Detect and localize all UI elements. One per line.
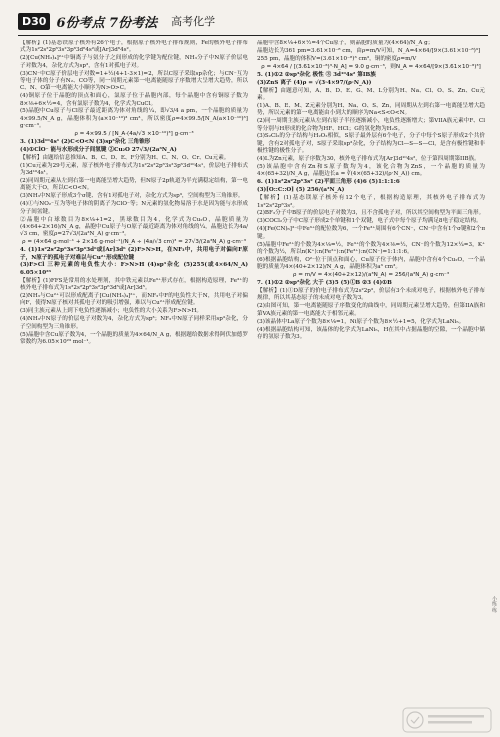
answer-line: (3)F>Cl 三种元素的电负性大小：F>N>H (4)sp³杂化 (5)255(或4×64/N_A) 6.05×10²³	[20, 262, 248, 276]
answer-line: 7. (1)①2 ②sp²杂化 大于 (3)5 (5)①B ②3 (4)①B	[257, 280, 392, 287]
answer-line: (4)①ClO⁻ 能与水形成分子间氢键 ②Cu₂O 27√3/(2a³N_A)	[20, 146, 177, 153]
explanation-paragraph: (4)铜原子位于晶胞的顶点和面心，氯原子位于晶胞内部，每个晶胞中含有铜原子数为8×⅛+6×½=4，含有氯原子数为4，化学式为CuCl。	[20, 93, 248, 107]
explanation-paragraph: 【解析】由题给信息推知A、B、C、D、E、F分别为H、C、N、O、Cr、Cu元素。	[20, 154, 230, 161]
explanation-paragraph: (4)NH₃中N原子的价层电子对数为4，杂化方式为sp³；NF₃中N原子同样采用sp³杂化，分子空间构型为三角锥形。	[20, 316, 248, 330]
explanation-paragraph: (2)[Cu(NH₃)₄]²⁺中铜离子与氨分子之间形成的化学键为配位键，NH₃分子中N原子价层电子对数为4，杂化方式为sp³，含有1对孤电子对。	[20, 55, 248, 69]
explanation-paragraph: (5)晶胞中Cu原子与Cl原子最近距离为体对角线的¼，即√3/4 a pm，一个晶胞的质量为4×99.5/N_A g，晶胞体积为(a×10⁻¹⁰)³ cm³，所以密度ρ=4×99.5/[N_A(a×10⁻¹⁰)³] g·cm⁻³。	[20, 108, 248, 130]
explanation-paragraph: (3)S₂Cl₂的分子结构与H₂O₂相似，S原子最外层有6个电子，分子中每个S原子形成2个共价键，含有2对孤电子对，S原子采取sp³杂化，分子结构为Cl—S—S—Cl，是含有极性键和非极性键的极性分子。	[257, 133, 485, 155]
answer-line: 6. (1)1s²2s²2p⁶3s² (2)平面三角形 (4)6 (5)1:1:1:6	[257, 179, 400, 186]
explanation-paragraph: (5)晶胞中含Cu原子数为4，一个晶胞的质量为4×64/N_A g，根据题给数据求得阿伏加德罗常数约为6.05×10²³ mol⁻¹。	[20, 331, 248, 345]
subject-title: 高考化学	[171, 15, 216, 28]
explanation-paragraph: (1)Cu元素为29号元素，原子核外电子排布式为1s²2s²2p⁶3s²3p⁶3d¹⁰4s¹，价层电子排布式为3d¹⁰4s¹。	[20, 162, 248, 177]
explanation-paragraph: (3)NH₃中N原子形成3个σ键、含有1对孤电子对，杂化方式为sp³，空间构型为三角锥形。	[20, 193, 244, 200]
side-note: 小练·练	[491, 596, 497, 613]
explanation-paragraph: (2)BF₃分子中B原子的价层电子对数为3，且不含孤电子对，所以其空间构型为平面三角形。	[257, 210, 485, 217]
answer-line: 5. (1)①2 ②sp³杂化 极性 ③ 3d¹⁰4s² 第IB族	[257, 71, 376, 78]
formula-line: ρ = m/V = 4×(40+2×12)/(a³N_A) = 256/(a³N_A) g·cm⁻³	[292, 272, 450, 279]
explanation-paragraph: (3)CN⁻中C原子价层电子对数=1+½(4+1-3×1)=2，所以C原子采取sp杂化；与CN⁻互为等电子体的分子有N₂、CO等，同一周期元素第一电离能随原子序数增大呈增大趋势，所以C、N、O第一电离能大小顺序为N>O>C。	[20, 70, 248, 92]
explanation-paragraph: 晶胞中含8×⅛+6×½=4个Cu原子，则晶胞的质量为(4×64)/N_A g；	[257, 40, 434, 46]
explanation-paragraph: (2)同一周期主族元素从左到右原子半径逐渐减小，电负性逐渐增大；第VIIA族元素中F、Cl等分别与H形成的化合物为HF、HCl；G的氢化物为H₂S。	[257, 118, 485, 132]
formula-line: ρ = (4×64 g·mol⁻¹ + 2×16 g·mol⁻¹)/N_A ÷ (4a/√3 cm)³ = 27√3/(2a³N_A) g·cm⁻³	[21, 239, 247, 246]
explanation-paragraph: ②晶胞中白球数目为8×⅛+1=2，黑球数目为4，化学式为Cu₂O，晶胞质量为(4×64+2×16)/N_A g，晶胞中Cu原子与O原子最近距离为体对角线的¼，晶胞边长为4a/√3 cm，密度ρ=27√3/(2a³N_A) g·cm⁻³。	[20, 216, 248, 238]
explanation-paragraph: (4)L为Zn元素，原子序数为30，核外电子排布式为[Ar]3d¹⁰4s²，位于第四周期第IIB族。	[257, 156, 480, 163]
explanation-paragraph: 【解析】(1)①D原子的价电子排布式为2s²2p³，价层有3个未成对电子，根据核外电子排布规律，所以其基态原子的未成对电子数为3。	[257, 288, 485, 302]
answer-line: 4. (1)1s²2s²2p⁶3s²3p⁶3d⁶或[Ar]3d⁶ (2)F>N>H，在NF₃中，共用电子对偏向F原子，N原子的孤电子对难以与Cu²⁺形成配位键	[20, 247, 248, 261]
explanation-paragraph: (4)根据晶胞结构可知，该晶体的化学式为LaNi₅，H在其中占据晶胞的空隙，一个晶胞中储存的氢原子数为3。	[257, 326, 485, 340]
left-answer-column	[20, 40, 248, 730]
explanation-paragraph: (2)同周期元素从左到右第一电离能呈增大趋势，但N原子2p轨道为半充满稳定结构，第一电离能大于O，所以C<O<N。	[20, 178, 248, 192]
right-answer-column	[257, 40, 485, 730]
explanation-paragraph: (3)COCl₂分子中C原子形成2个单键和1个双键，电子式中每个原子均满足8电子稳定结构。	[257, 218, 482, 225]
explanation-paragraph: (2)NH₃与Cu²⁺可以形成配离子[Cu(NH₃)₄]²⁺，而NF₃中F的电负性大于N，共用电子对偏向F，使得N原子核对其孤电子对的吸引增强，难以与Cu²⁺形成配位键。	[20, 293, 248, 307]
explanation-paragraph: (5)该晶胞中含有Zn和S原子数均为4，该化合物为ZnS，一个晶胞的质量为4×(65+32)/N_A g，晶胞边长a = ∛(4×(65+32)/(ρ·N_A)) cm。	[257, 164, 485, 178]
explanation-paragraph: 【解析】(1)FFS是常用的水处理剂，其中铁元素以Fe³⁺形式存在，根据构造原理，Fe³⁺的核外电子排布式为1s²2s²2p⁶3s²3p⁶3d⁵或[Ar]3d⁵。	[20, 277, 248, 292]
answer-line: 3. (1)3d¹⁰4s¹ (2)C<O<N (3)sp³杂化 三角锥形	[20, 139, 151, 146]
explanation-paragraph: (5)晶胞中Fe²⁺的个数为4×⅛=½，Fe³⁺的个数为4×⅛=½，CN⁻的个数为12×¼=3，K⁺的个数为½，所以n(K⁺):n(Fe²⁺):n(Fe³⁺):n(CN⁻)=1:1:1:6。	[257, 241, 485, 255]
watermark-logo	[402, 707, 492, 733]
formula-line: ρ = 4×64 / [(3.61×10⁻⁸)³·N_A] = 9.0 g·cm⁻³，则N_A = 4×64/[9×(3.61×10⁻⁸)³]	[261, 63, 481, 70]
page-header	[18, 7, 488, 36]
explanation-paragraph: (3)同主族元素从上到下电负性逐渐减小；电负性的大小关系为F>N>H。	[20, 308, 202, 315]
explanation-paragraph: 【解析】(1)基态铁原子核外有26个电子，根据原子核外电子排布规则，Fe的核外电子排布式为1s²2s²2p⁶3s²3p⁶3d⁶4s²或[Ar]3d⁶4s²。	[20, 40, 248, 54]
explanation-paragraph: (6)根据晶胞结构，O²⁻位于顶点和面心，Cu原子位于体内，晶胞中含有4个Cu₂O，一个晶胞的质量为4×(40+2×12)/N_A g，晶胞体积为a³ cm³。	[257, 256, 485, 271]
explanation-paragraph: (2)由图可知，第一电离能随原子序数变化的曲线中，同周期元素呈增大趋势，但第IIA族和第VA族元素的第一电离能大于相邻元素。	[257, 303, 485, 317]
explanation-paragraph: 255 pm，晶胞的体积V=(3.61×10⁻⁸)³ cm³，铜的密度ρ=m/V	[257, 55, 417, 62]
formula-line: ρ = 4×99.5 / [N_A·(4a/√3 ×10⁻¹⁰)³] g·cm⁻³	[74, 131, 194, 138]
explanation-paragraph: (4)[Fe(CN)₆]³⁻中Fe³⁺的配位数为6，一个Fe³⁺周围有6个CN⁻，CN⁻中含有1个σ键和2个π键。	[257, 226, 485, 240]
explanation-paragraph: (1)A、B、E、M、Z元素分别为H、Na、O、S、Zn，同周期从左到右第一电离能呈增大趋势，所以元素的第一电离能由小到大的顺序为Na<S<O<N。	[257, 102, 485, 117]
explanation-paragraph: (4)①与NO₂⁻互为等电子体的阴离子为ClO⁻等；N元素的氢化物易溶于水是因为能与水形成分子间氢键。	[20, 201, 248, 215]
explanation-paragraph: 【解析】(1)基态镁原子核外有12个电子，根据构造原理，其核外电子排布式为1s²2s²2p⁶3s²。	[257, 195, 485, 209]
series-brand: 6份考点 7份考法	[56, 15, 158, 31]
answer-line: (3)ZnS 离子 (4)ρ = √(3·4×97/(ρ·N_A))	[257, 79, 372, 86]
page-number-badge: D30	[18, 13, 50, 30]
explanation-paragraph: 晶胞边长为361 pm=3.61×10⁻⁸ cm，由ρ=m/V可知，N_A=4×64/[9×(3.61×10⁻⁸)³]	[257, 47, 481, 54]
answer-line: (3)[O::C::O] (5) 256/(a³N_A)	[257, 187, 345, 194]
explanation-paragraph: (3)该晶体中La原子个数为8×⅛=1，Ni原子个数为8×½+1=5，化学式为LaNi₅。	[257, 318, 465, 325]
explanation-paragraph: 【解析】由题意可知，A、B、D、E、G、M、L分别为H、Na、Cl、O、S、Zn、Cu元素。	[257, 87, 485, 101]
